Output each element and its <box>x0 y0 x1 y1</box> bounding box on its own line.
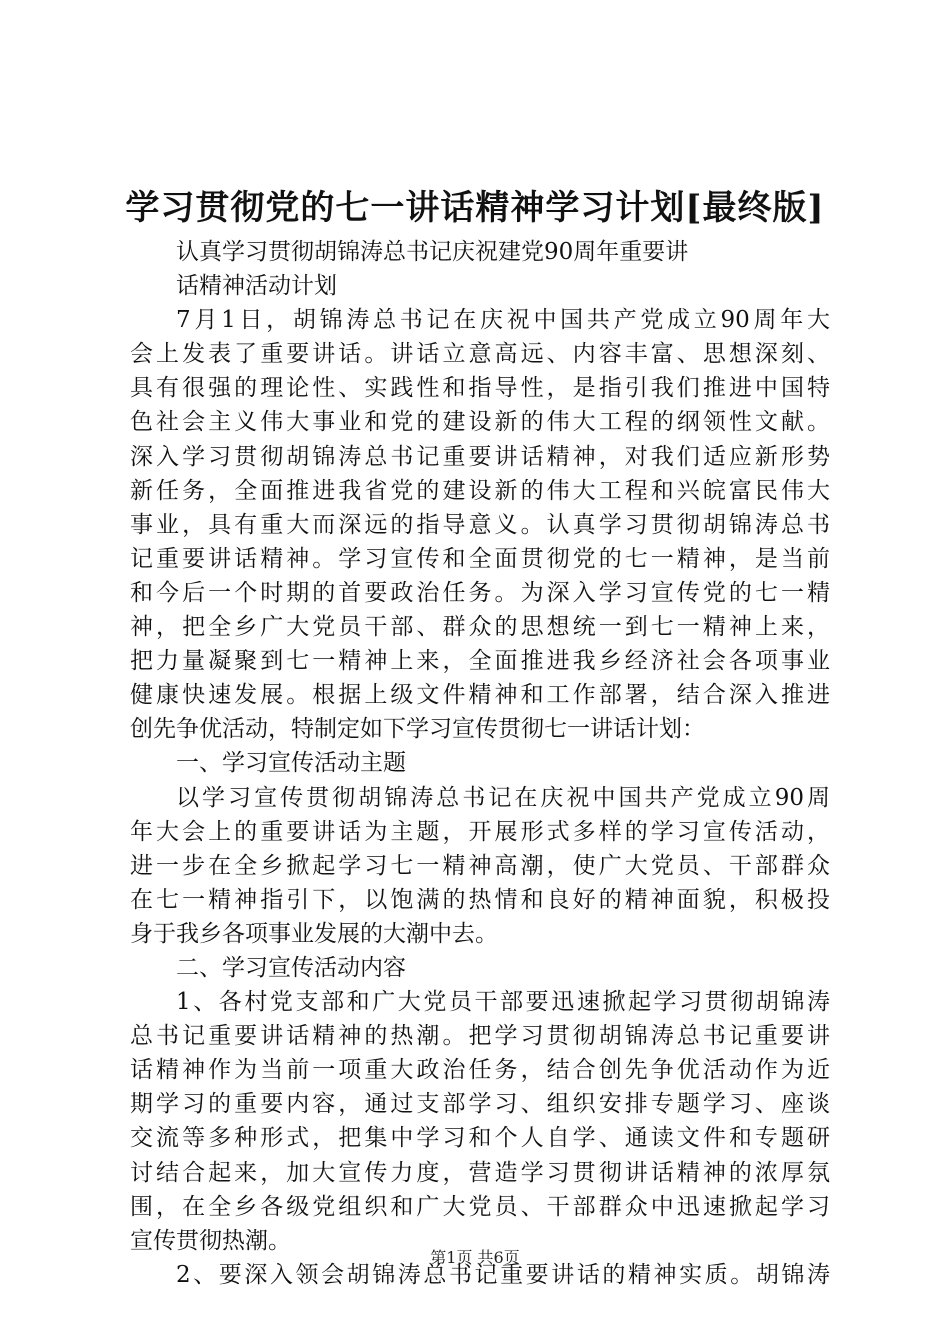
body-text-line: 话精神作为当前一项重大政治任务，结合创先争优活动作为近 <box>130 1057 830 1084</box>
body-text-line: 神，把全乡广大党员干部、群众的思想统一到七一精神上来， <box>130 614 830 641</box>
document-title: 学习贯彻党的七一讲话精神学习计划[最终版] <box>125 188 825 228</box>
body-text-line: 1、各村党支部和广大党员干部要迅速掀起学习贯彻胡锦涛 <box>176 989 830 1016</box>
body-text-line: 深入学习贯彻胡锦涛总书记重要讲话精神，对我们适应新形势 <box>130 443 830 470</box>
body-text-line: 和今后一个时期的首要政治任务。为深入学习宣传党的七一精 <box>130 579 830 606</box>
body-text-line: 在七一精神指引下，以饱满的热情和良好的精神面貌，积极投 <box>130 886 830 913</box>
body-text-line: 健康快速发展。根据上级文件精神和工作部署，结合深入推进 <box>130 682 830 709</box>
page-footer: 第1页 共6页 <box>430 1248 520 1267</box>
body-text-line: 2、要深入领会胡锦涛总书记重要讲话的精神实质。胡锦涛 <box>176 1261 830 1288</box>
body-text-line: 7月1日，胡锦涛总书记在庆祝中国共产党成立90周年大 <box>176 307 830 334</box>
body-text-line: 以学习宣传贯彻胡锦涛总书记在庆祝中国共产党成立90周 <box>176 784 830 811</box>
body-text-line: 认真学习贯彻胡锦涛总书记庆祝建党90周年重要讲 <box>176 239 689 265</box>
body-text-line: 交流等多种形式，把集中学习和个人自学、通读文件和专题研 <box>130 1125 830 1152</box>
body-text-line: 身于我乡各项事业发展的大潮中去。 <box>130 920 498 947</box>
body-text-line: 二、学习宣传活动内容 <box>176 954 406 981</box>
body-text-line: 总书记重要讲话精神的热潮。把学习贯彻胡锦涛总书记重要讲 <box>130 1023 830 1050</box>
body-text-line: 色社会主义伟大事业和党的建设新的伟大工程的纲领性文献。 <box>130 409 830 436</box>
body-text-line: 年大会上的重要讲话为主题，开展形式多样的学习宣传活动， <box>130 818 830 845</box>
body-text-line: 事业，具有重大而深远的指导意义。认真学习贯彻胡锦涛总书 <box>130 511 830 538</box>
body-text-line: 具有很强的理论性、实践性和指导性，是指引我们推进中国特 <box>130 375 830 402</box>
body-text-line: 进一步在全乡掀起学习七一精神高潮，使广大党员、干部群众 <box>130 852 830 879</box>
body-text-line: 把力量凝聚到七一精神上来，全面推进我乡经济社会各项事业 <box>130 648 830 675</box>
body-text-line: 一、学习宣传活动主题 <box>176 750 406 777</box>
body-text-line: 围，在全乡各级党组织和广大党员、干部群众中迅速掀起学习 <box>130 1193 830 1220</box>
body-text-line: 话精神活动计划 <box>176 273 337 300</box>
body-text-line: 新任务，全面推进我省党的建设新的伟大工程和兴皖富民伟大 <box>130 477 830 504</box>
document-body <box>130 235 830 1292</box>
body-text-line: 宣传贯彻热潮。 <box>130 1227 291 1254</box>
body-text-line: 讨结合起来，加大宣传力度，营造学习贯彻讲话精神的浓厚氛 <box>130 1159 830 1186</box>
body-text-line: 记重要讲话精神。学习宣传和全面贯彻党的七一精神，是当前 <box>130 545 830 572</box>
body-text-line: 会上发表了重要讲话。讲话立意高远、内容丰富、思想深刻、 <box>130 341 830 368</box>
body-text-line: 期学习的重要内容，通过支部学习、组织安排专题学习、座谈 <box>130 1091 830 1118</box>
body-text-line: 创先争优活动，特制定如下学习宣传贯彻七一讲话计划： <box>130 716 705 743</box>
